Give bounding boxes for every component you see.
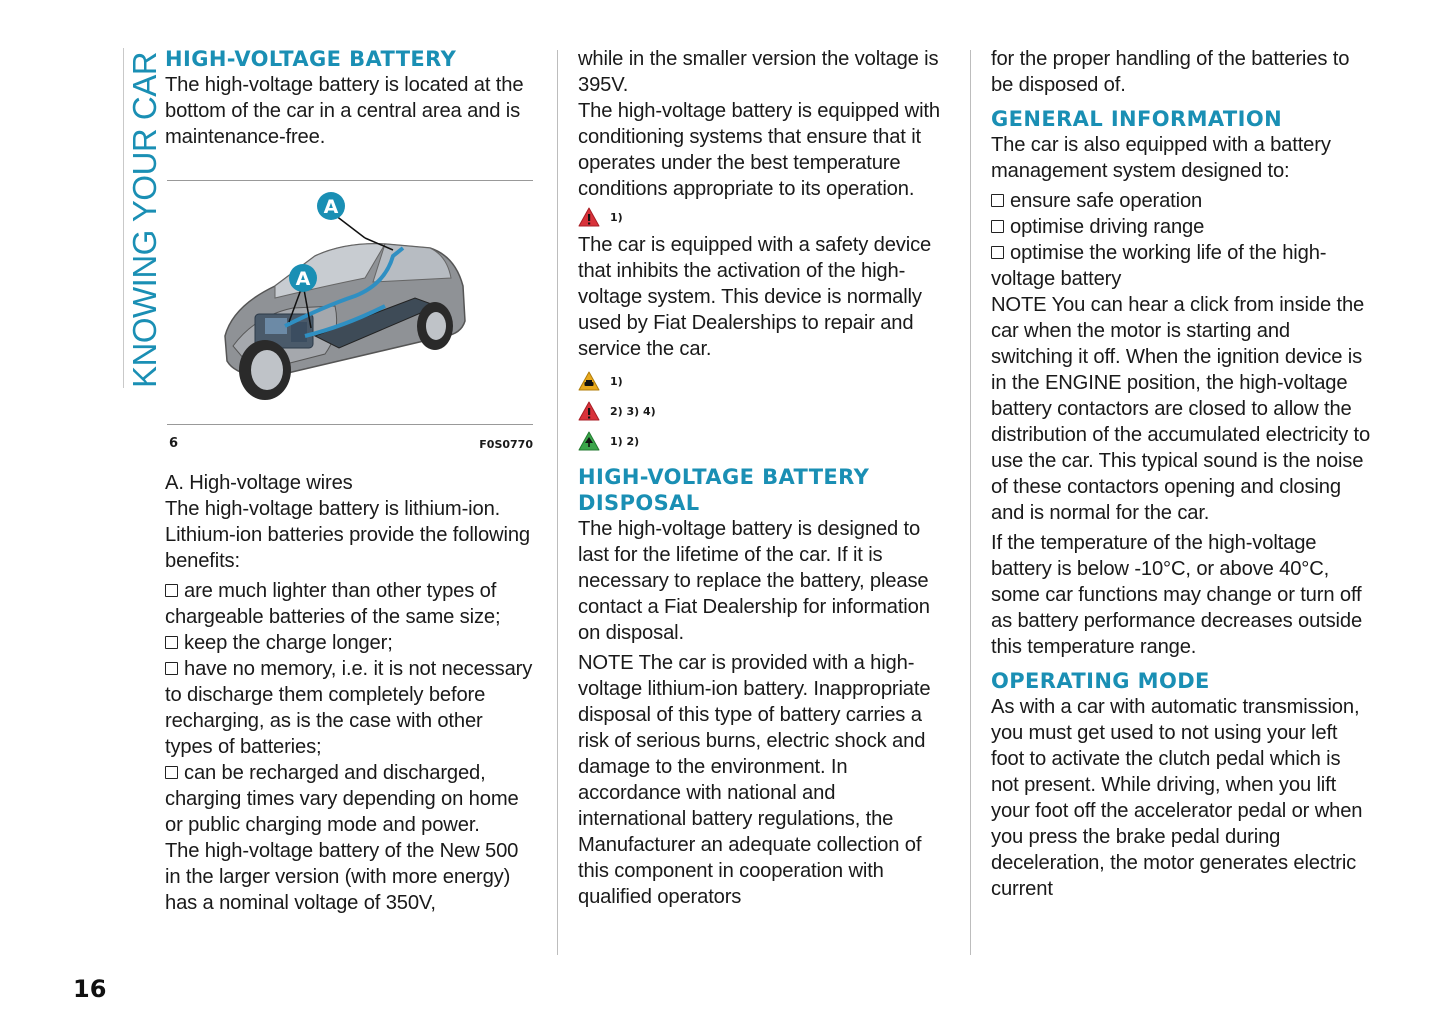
checkbox-bullet-icon xyxy=(991,246,1004,259)
caution-ref: 1) xyxy=(610,374,623,388)
figure-number: 6 xyxy=(169,436,179,451)
checkbox-bullet-icon xyxy=(165,636,178,649)
bullet-text: can be recharged and discharged, charging times vary depending on home or public charging mode and power. xyxy=(165,762,519,836)
bullet-item xyxy=(165,760,535,838)
paragraph: As with a car with automatic transmission, you must get used to not using your left foot to activate the clutch pedal which is not present. While driving, when you lift your foot off the accelerator pedal or when you press the brake pedal during deceleration, the motor generates electric current xyxy=(991,696,1363,900)
warning-ref-row xyxy=(578,202,948,232)
danger-warning-icon xyxy=(578,206,600,228)
heading-high-voltage-battery: HIGH-VOLTAGE BATTERY xyxy=(165,47,457,71)
column-3 xyxy=(991,46,1371,902)
environment-ref: 1) 2) xyxy=(610,434,640,448)
heading-operating-mode: OPERATING MODE xyxy=(991,669,1210,693)
warning-ref: 2) 3) 4) xyxy=(610,404,656,418)
bullet-item xyxy=(165,630,535,656)
danger-warning-icon xyxy=(578,400,600,422)
car-illustration xyxy=(215,186,475,418)
environment-ref-row xyxy=(578,426,948,456)
callout-a-top: A xyxy=(323,196,339,218)
side-divider xyxy=(123,48,124,388)
figure-car-battery xyxy=(165,180,533,470)
bullet-item xyxy=(165,656,535,760)
callout-a-lower: A xyxy=(295,268,311,290)
paragraph: The high-voltage battery is equipped with conditioning systems that ensure that it operates under the best temperature conditions appropriate to its operation. xyxy=(578,100,940,200)
section-title-text: KNOWING YOUR CAR xyxy=(126,51,163,388)
paragraph: If the temperature of the high-voltage battery is below -10°C, or above 40°C, some car functions may change or turn off as battery performance decreases outside this temperature range. xyxy=(991,532,1363,658)
paragraph: NOTE You can hear a click from inside the car when the motor is starting and switching it off. When the ignition device is in the ENGINE position, the high-voltage battery contactors are closed to allow the distribution of the accumulated electricity to use the car. This typical sound is the noise of these contactors opening and closing and is normal for the car. xyxy=(991,294,1371,524)
bullet-item xyxy=(165,578,535,630)
bullet-item xyxy=(991,188,1371,214)
paragraph: The high-voltage battery is located at the bottom of the car in a central area and is maintenance-free. xyxy=(165,74,524,148)
paragraph: while in the smaller version the voltage is 395V. xyxy=(578,48,939,96)
column-divider xyxy=(557,50,558,955)
checkbox-bullet-icon xyxy=(991,220,1004,233)
page-number: 16 xyxy=(73,975,107,1003)
bullet-text: have no memory, i.e. it is not necessary to discharge them completely before recharging, as is the case with other types of batteries; xyxy=(165,658,533,758)
checkbox-bullet-icon xyxy=(165,662,178,675)
figure-caption: A. High-voltage wires xyxy=(165,472,353,494)
checkbox-bullet-icon xyxy=(165,584,178,597)
column-divider xyxy=(970,50,971,955)
checkbox-bullet-icon xyxy=(991,194,1004,207)
checkbox-bullet-icon xyxy=(165,766,178,779)
environment-tree-icon xyxy=(578,430,600,452)
bullet-item xyxy=(991,214,1371,240)
column-2 xyxy=(578,46,948,910)
column-1 xyxy=(165,46,535,916)
caution-ref-row xyxy=(578,366,948,396)
bullet-text: keep the charge longer; xyxy=(184,632,393,654)
paragraph: NOTE The car is provided with a high-voltage lithium-ion battery. Inappropriate disposal of this type of battery carries a risk of serious burns, electric shock and damage to the environment. In accordance with national and international battery regulations, the Manufacturer an adequate collection of this component in cooperation with qualified operators xyxy=(578,652,931,908)
figure-top-rule xyxy=(167,180,533,181)
paragraph: The car is equipped with a safety device that inhibits the activation of the high-voltage system. This device is normally used by Fiat Dealerships to repair and service the car. xyxy=(578,234,932,360)
heading-battery-disposal: HIGH-VOLTAGE BATTERY DISPOSAL xyxy=(578,465,870,515)
paragraph: The high-voltage battery is designed to last for the lifetime of the car. If it is necessary to replace the battery, please contact a Fiat Dealership for information on disposal. xyxy=(578,518,930,644)
paragraph: The high-voltage battery is lithium-ion. Lithium-ion batteries provide the following benefits: xyxy=(165,498,530,572)
bullet-text: optimise driving range xyxy=(1010,216,1205,238)
bullet-text: ensure safe operation xyxy=(1010,190,1203,212)
paragraph: The car is also equipped with a battery management system designed to: xyxy=(991,134,1331,182)
bullet-text: are much lighter than other types of chargeable batteries of the same size; xyxy=(165,580,501,628)
warning-ref-row xyxy=(578,396,948,426)
caution-car-icon xyxy=(578,370,600,392)
heading-general-information: GENERAL INFORMATION xyxy=(991,107,1283,131)
paragraph: for the proper handling of the batteries to be disposed of. xyxy=(991,48,1350,96)
paragraph: The high-voltage battery of the New 500 in the larger version (with more energy) has a nominal voltage of 350V, xyxy=(165,840,519,914)
figure-bottom-rule xyxy=(167,424,533,425)
figure-code: F0S0770 xyxy=(479,438,533,451)
bullet-text: optimise the working life of the high-voltage battery xyxy=(991,242,1327,290)
warning-ref: 1) xyxy=(610,210,623,224)
bullet-item xyxy=(991,240,1371,292)
